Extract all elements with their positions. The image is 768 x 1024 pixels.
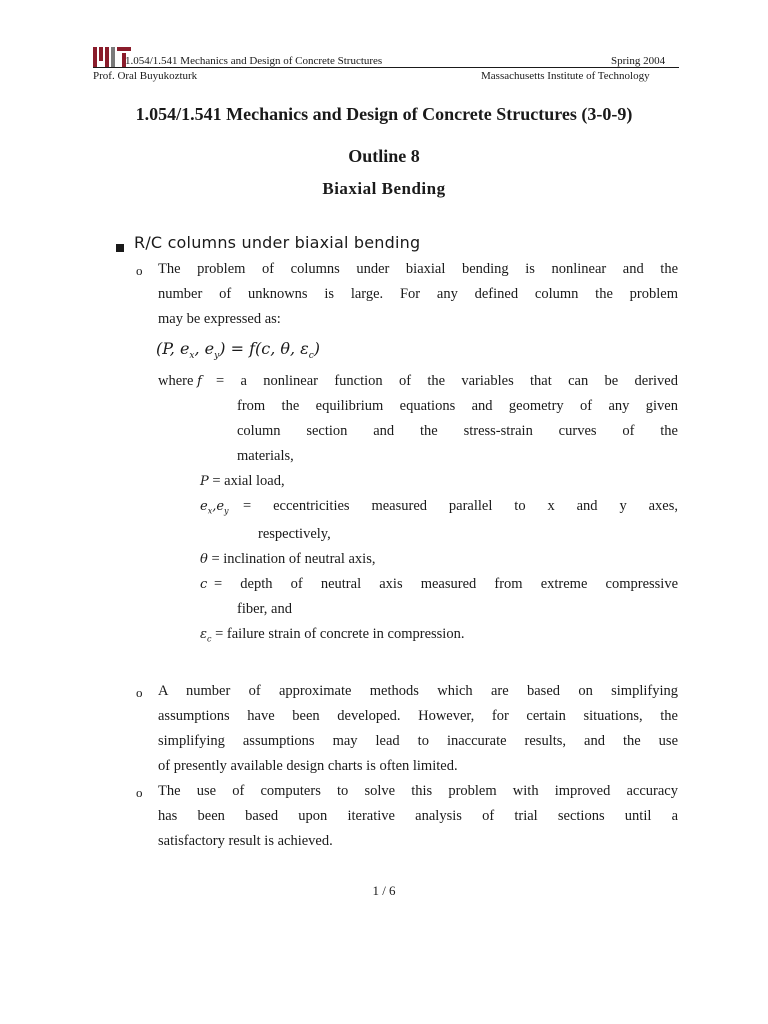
paragraph-line: simplifying assumptions may lead to inaccurate results, and the use: [158, 733, 678, 749]
formula-lhs-mid: , e: [194, 339, 215, 358]
f-def-line: materials,: [237, 448, 294, 464]
header-institution: Massachusetts Institute of Technology: [481, 70, 650, 82]
paragraph-line: has been based upon iterative analysis of trial sections until a: [158, 808, 678, 824]
topic-title: Biaxial Bending: [322, 179, 446, 198]
def-theta: [200, 547, 375, 572]
f-def-line: from the equilibrium equations and geometry of any given: [237, 398, 678, 414]
paragraph-line: The problem of columns under biaxial bending is nonlinear and the: [158, 261, 678, 277]
formula-sub-x: x: [189, 351, 195, 362]
circle-bullet-icon: o: [136, 785, 143, 800]
f-symbol: f: [197, 374, 202, 389]
def-c-symbol: [200, 572, 207, 597]
paragraph-3: [158, 779, 678, 854]
paragraph-line: The use of computers to solve this problem with improved accuracy: [158, 783, 678, 799]
theta-def: = inclination of neutral axis,: [211, 551, 376, 567]
theta-symbol: θ: [200, 552, 208, 567]
paragraph-1: [158, 257, 678, 332]
formula-lhs-close: ): [219, 339, 226, 358]
def-eps: [200, 622, 464, 652]
p-def: = axial load,: [212, 473, 285, 489]
f-def-line: = a nonlinear function of the variables that can be derived: [216, 373, 678, 389]
p-symbol: P: [200, 474, 209, 489]
formula-rhs: f(c, θ, ε: [249, 339, 309, 358]
header-course: 1.054/1.541 Mechanics and Design of Concrete Structures: [125, 55, 383, 67]
eps-def: = failure strain of concrete in compression.: [215, 626, 465, 642]
formula-sub-c: c: [308, 351, 314, 362]
e-sep: ,e: [212, 499, 225, 514]
eps-sub-c: c: [206, 634, 212, 644]
e-sub-y: y: [224, 506, 229, 516]
e-symbol: e: [200, 499, 208, 514]
def-where-line: [158, 369, 202, 394]
square-bullet-icon: [116, 244, 124, 252]
def-e: [243, 494, 678, 519]
def-c-cont: fiber, and: [237, 601, 292, 617]
circle-bullet-icon: o: [136, 685, 143, 700]
def-c: [214, 572, 678, 597]
def-p: [200, 469, 285, 494]
def-f-cont: [237, 394, 678, 469]
f-def-line: column section and the stress-strain curves of the: [237, 423, 678, 439]
c-def: = depth of neutral axis measured from extreme compressive: [214, 576, 678, 592]
header-rule: [93, 67, 679, 68]
paragraph-line: assumptions have been developed. However, for certain situations, the: [158, 708, 678, 724]
circle-bullet-icon: o: [136, 263, 143, 278]
paragraph-line: A number of approximate methods which are based on simplifying: [158, 683, 678, 699]
formula-sub-y: y: [214, 351, 220, 362]
paragraph-line: number of unknowns is large. For any defined column the problem: [158, 286, 678, 302]
def-f: [216, 369, 678, 394]
e-def: = eccentricities measured parallel to x and y axes,: [243, 498, 678, 514]
formula-rhs-close: ): [313, 339, 321, 358]
page-number: 1 / 6: [372, 883, 396, 898]
eps-symbol: ε: [200, 627, 207, 642]
where-label: where: [158, 373, 194, 389]
formula-lhs: (P, e: [156, 339, 190, 358]
paragraph-line: satisfactory result is achieved.: [158, 833, 333, 849]
def-e-cont: respectively,: [258, 526, 331, 542]
paragraph-2: [158, 679, 678, 779]
biaxial-formula: [156, 339, 320, 361]
paragraph-line: may be expressed as:: [158, 311, 281, 327]
c-symbol: c: [200, 577, 208, 592]
e-sub-x: x: [207, 506, 213, 516]
def-e-symbols: [200, 494, 229, 524]
course-title: 1.054/1.541 Mechanics and Design of Concrete Structures (3-0-9): [135, 104, 633, 124]
outline-title: Outline 8: [348, 146, 420, 166]
header-term: Spring 2004: [611, 55, 666, 67]
paragraph-line: of presently available design charts is often limited.: [158, 758, 458, 774]
header-instructor: Prof. Oral Buyukozturk: [93, 70, 198, 82]
formula-equals: =: [230, 339, 244, 358]
section-heading: R/C columns under biaxial bending: [134, 233, 421, 252]
